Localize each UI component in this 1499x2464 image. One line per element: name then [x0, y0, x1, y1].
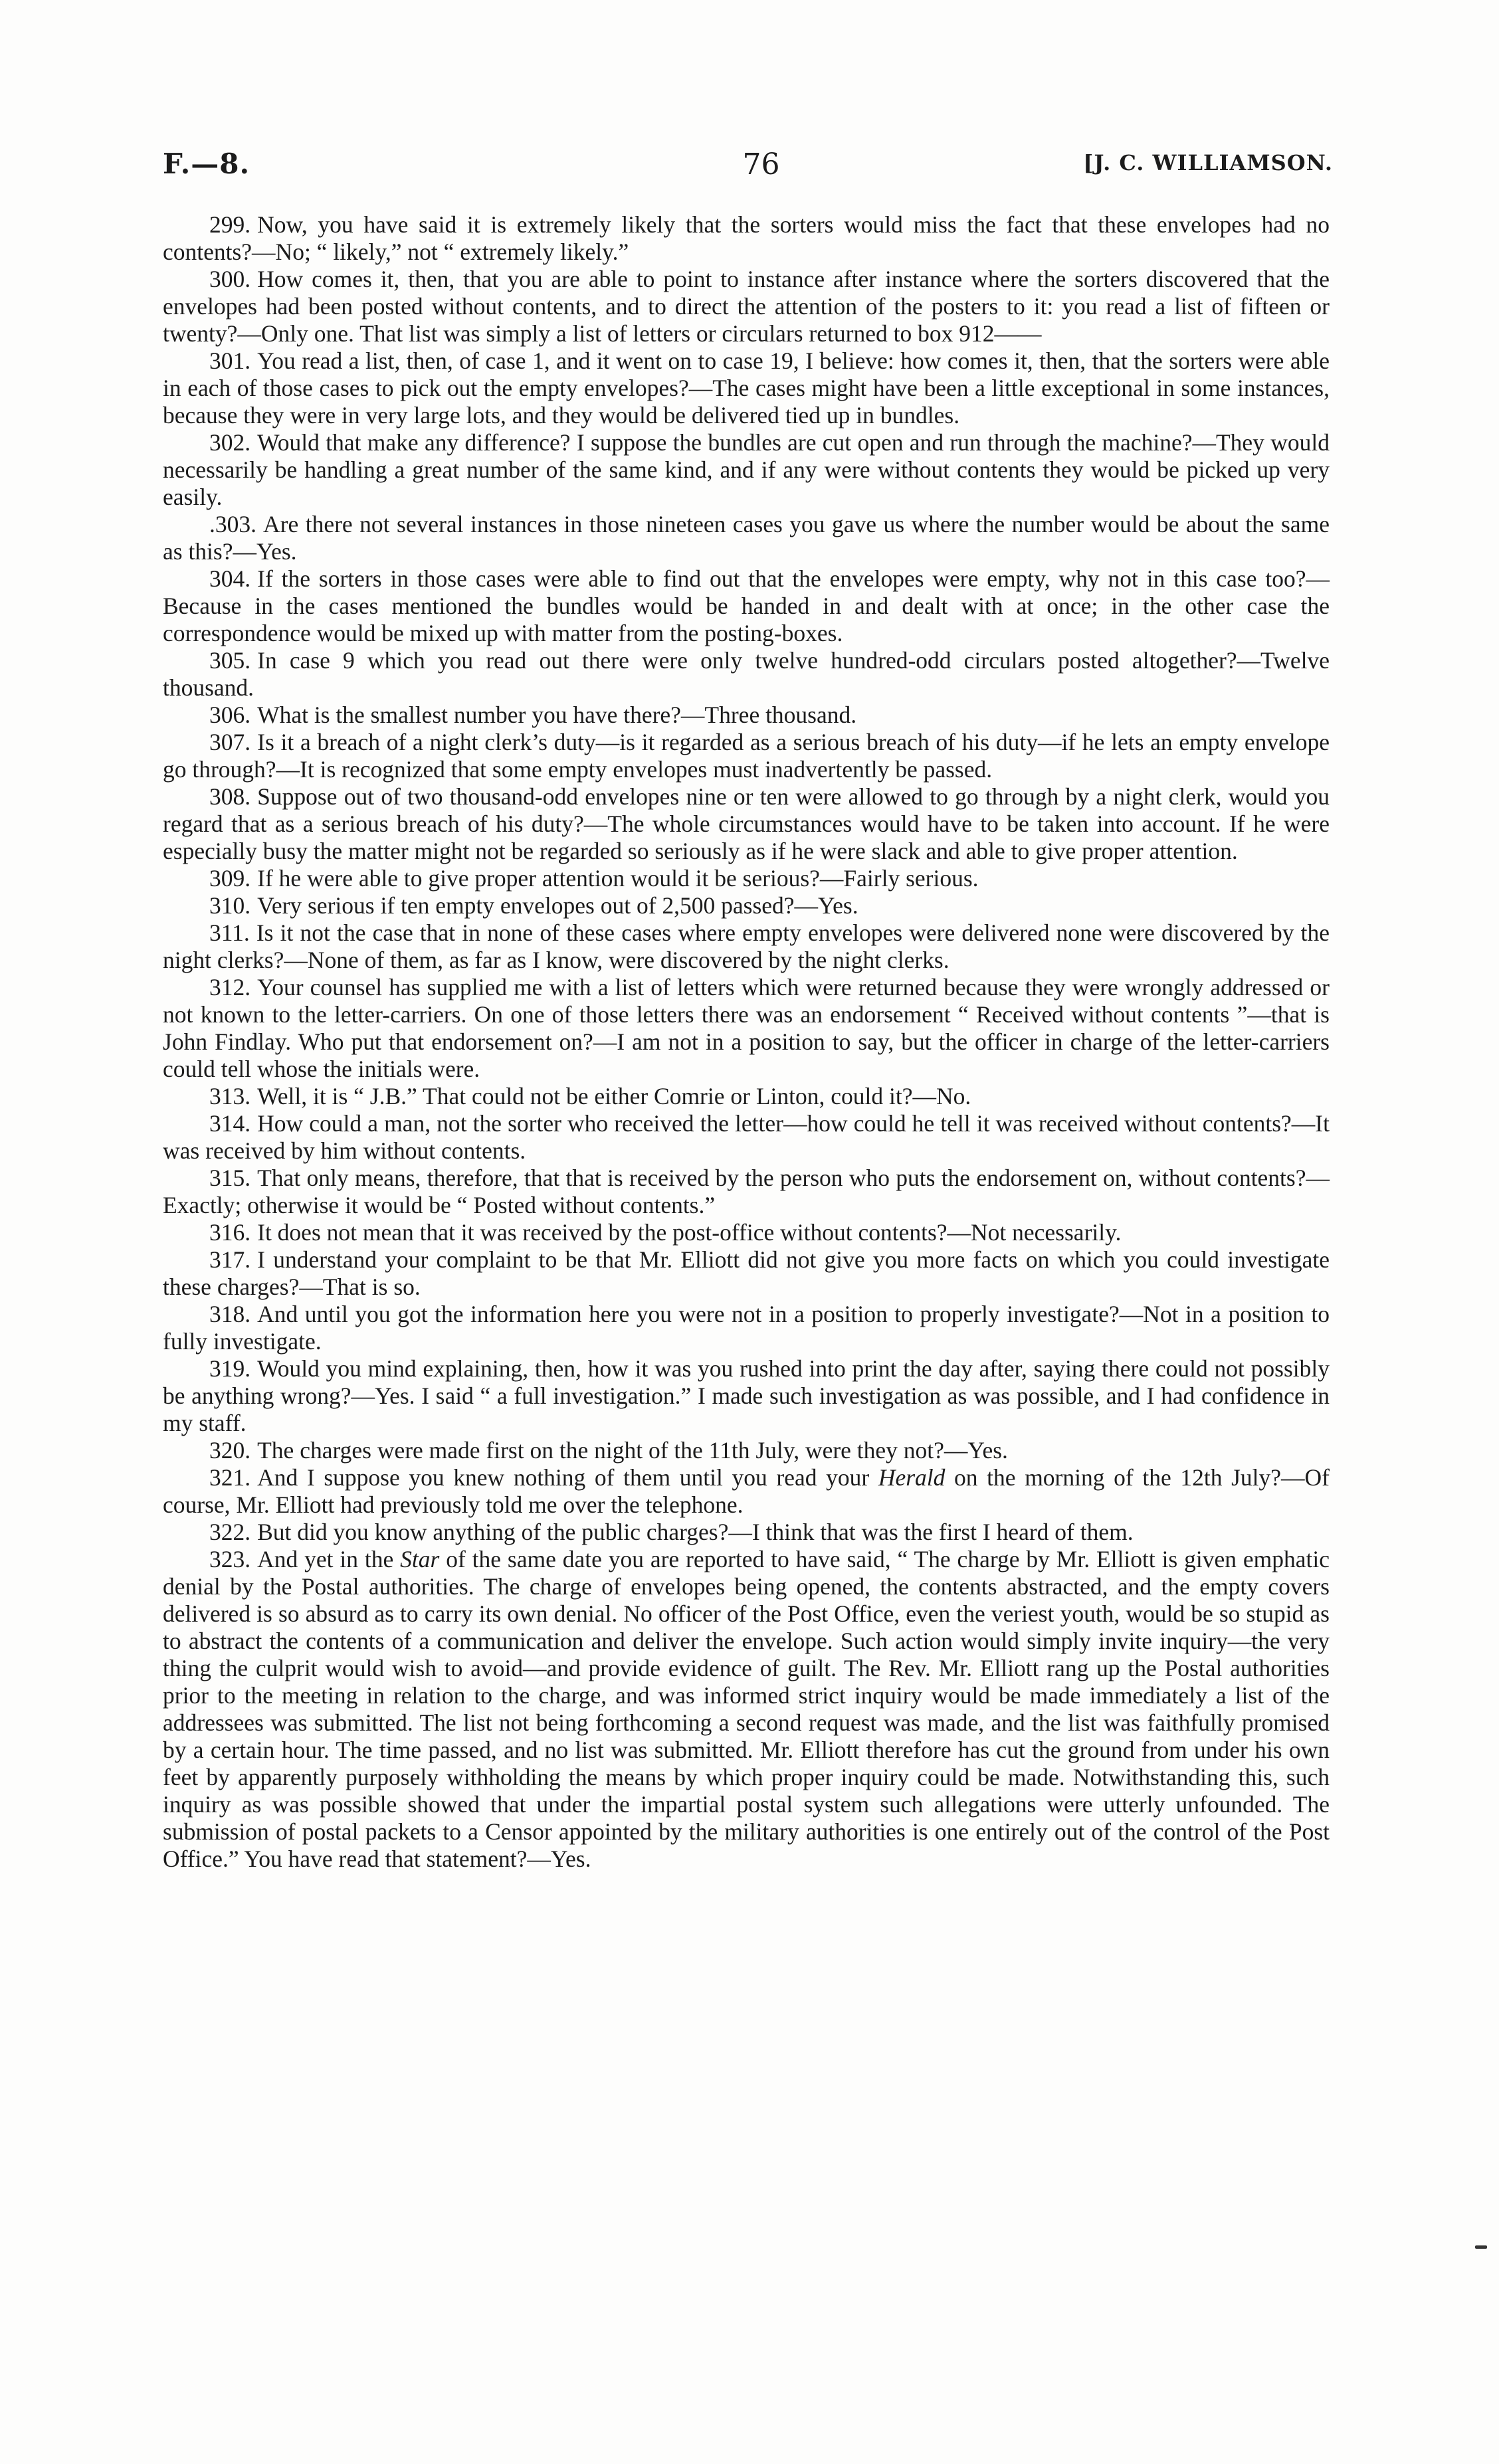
testimony-paragraph: [163, 1301, 1330, 1355]
testimony-paragraph: [163, 429, 1330, 511]
paragraph-text: Are there not several instances in those nineteen cases you gave us where the number would be about the same as this?—Yes.: [163, 511, 1330, 565]
paragraph-text: Well, it is “ J.B.” That could not be either Comrie or Linton, could it?—No.: [257, 1083, 971, 1109]
question-number: 305.: [209, 647, 251, 674]
question-number: 317.: [209, 1246, 251, 1273]
question-number: 323.: [209, 1546, 251, 1572]
question-number: 301.: [209, 347, 251, 374]
question-number: 322.: [209, 1519, 251, 1545]
newspaper-title-star: Star: [400, 1546, 440, 1572]
paragraph-text: Would you mind explaining, then, how it was you rushed into print the day after, saying there could not possibly be anything wrong?—Yes. I said “ a full investigation.” I made such investigation as was possible, and I had confidence in my staff.: [163, 1355, 1330, 1436]
question-number: 300.: [209, 266, 251, 292]
testimony-paragraph: [163, 1355, 1330, 1437]
testimony-paragraph: [163, 1165, 1330, 1219]
testimony-paragraph: [163, 1437, 1330, 1464]
question-number: 319.: [209, 1355, 251, 1382]
paragraph-text: Suppose out of two thousand-odd envelopes nine or ten were allowed to go through by a night clerk, would you regard that as a serious breach of his duty?—The whole circumstances would have to be taken into account. If he were especially busy the matter might not be regarded so seriously as if he were slack and able to give proper attention.: [163, 783, 1330, 864]
paragraph-text: Very serious if ten empty envelopes out of 2,500 passed?—Yes.: [257, 892, 858, 919]
question-number: .303.: [209, 511, 256, 537]
paragraph-text: It does not mean that it was received by the post-office without contents?—Not necessarily.: [257, 1219, 1122, 1246]
testimony-paragraph: [163, 729, 1330, 783]
testimony-paragraph: [163, 702, 1330, 729]
question-number: 315.: [209, 1165, 251, 1191]
paragraph-text: If he were able to give proper attention would it be serious?—Fairly serious.: [257, 865, 979, 892]
question-number: 321.: [209, 1464, 251, 1491]
newspaper-title-herald: Herald: [878, 1464, 946, 1491]
witness-name: [J. C. WILLIAMSON.: [1083, 150, 1333, 175]
paragraph-text: I understand your complaint to be that Mr. Elliott did not give you more facts on which you could investigate these charges?—That is so.: [163, 1246, 1330, 1300]
testimony-paragraph: [163, 347, 1330, 429]
paragraph-text: And until you got the information here you were not in a position to properly investigate?—Not in a position to fully investigate.: [163, 1301, 1330, 1355]
paragraph-text: Your counsel has supplied me with a list of letters which were returned because they were wrongly addressed or not known to the letter-carriers. On one of those letters there was an endorsement “ Received without contents ”—that is John Findlay. Who put that endorsement on?—I am not in a position to say, but the officer in charge of the letter-carriers could tell whose the initials were.: [163, 974, 1330, 1082]
testimony-paragraph: [163, 647, 1330, 702]
testimony-paragraph: [163, 974, 1330, 1083]
paragraph-text: Is it not the case that in none of these cases where empty envelopes were delivered none were discovered by the night clerks?—None of them, as far as I know, were discovered by the night clerks.: [163, 919, 1330, 973]
paragraph-text: The charges were made first on the night of the 11th July, were they not?—Yes.: [257, 1437, 1008, 1464]
question-number: 302.: [209, 429, 251, 456]
question-number: 318.: [209, 1301, 251, 1327]
paragraph-text-end: of the same date you are reported to have said, “ The charge by Mr. Elliott is given emphatic denial by the Postal authorities. The charge of envelopes being opened, the contents abstracted, and the empty covers delivered is so absurd as to carry its own denial. No officer of the Post Office, even the veriest youth, would be so stupid as to abstract the contents of a communication and deliver the envelope. Such action would simply invite inquiry—the very thing the culprit would wish to avoid—and provide evidence of guilt. The Rev. Mr. Elliott rang up the Postal authorities prior to the meeting in relation to the charge, and was informed strict inquiry would be made immediately a list of the addressees was submitted. The list not being forthcoming a second request was made, and the list was faithfully promised by a certain hour. The time passed, and no list was submitted. Mr. Elliott therefore has cut the ground from under his own feet by apparently purposely withholding the means by which proper inquiry could be made. Notwithstanding this, such inquiry as was possible showed that under the impartial postal system such allegations were utterly unfounded. The submission of postal packets to a Censor appointed by the military authorities is one entirely out of the control of the Post Office.” You have read that statement?—Yes.: [163, 1546, 1330, 1872]
paragraph-text: Now, you have said it is extremely likely that the sorters would miss the fact that these envelopes had no contents?—No; “ likely,” not “ extremely likely.”: [163, 211, 1330, 265]
question-number: 313.: [209, 1083, 251, 1109]
paragraph-text: In case 9 which you read out there were only twelve hundred-odd circulars posted altogether?—Twelve thousand.: [163, 647, 1330, 701]
paragraph-text: What is the smallest number you have there?—Three thousand.: [257, 702, 857, 728]
testimony-paragraph: [163, 892, 1330, 919]
testimony-paragraph: [163, 783, 1330, 865]
page-header: [163, 147, 1333, 187]
paragraph-text: Is it a breach of a night clerk’s duty—is it regarded as a serious breach of his duty—if he lets an empty envelope go through?—It is recognized that some empty envelopes must inadvertently be passed.: [163, 729, 1330, 783]
testimony-paragraph: [163, 565, 1330, 647]
testimony-paragraph: [163, 1083, 1330, 1110]
paragraph-text: That only means, therefore, that that is received by the person who puts the endorsement on, without contents?—Exactly; otherwise it would be “ Posted without contents.”: [163, 1165, 1330, 1218]
testimony-paragraph: [163, 1464, 1330, 1519]
testimony-body: [163, 211, 1330, 1873]
page-number: 76: [742, 147, 780, 181]
testimony-paragraph: [163, 511, 1330, 565]
testimony-paragraph: [163, 1110, 1330, 1165]
paragraph-text: How could a man, not the sorter who received the letter—how could he tell it was received without contents?—It was received by him without contents.: [163, 1110, 1330, 1164]
paragraph-text: But did you know anything of the public charges?—I think that was the first I heard of them.: [257, 1519, 1134, 1545]
question-number: 306.: [209, 702, 251, 728]
paper-reference: F.—8.: [163, 147, 250, 180]
testimony-paragraph: [163, 211, 1330, 266]
question-number: 320.: [209, 1437, 251, 1464]
testimony-paragraph: [163, 1219, 1330, 1246]
question-number: 299.: [209, 211, 251, 238]
question-number: 310.: [209, 892, 251, 919]
testimony-paragraph: [163, 1546, 1330, 1873]
paragraph-text: How comes it, then, that you are able to point to instance after instance where the sorters discovered that the envelopes had been posted without contents, and to direct the attention of the posters to it: you read a list of fifteen or twenty?—Only one. That list was simply a list of letters or circulars returned to box 912——: [163, 266, 1330, 347]
paragraph-text-start: And I suppose you knew nothing of them until you read your: [257, 1464, 878, 1491]
testimony-paragraph: [163, 1519, 1330, 1546]
question-number: 314.: [209, 1110, 251, 1137]
testimony-paragraph: [163, 1246, 1330, 1301]
question-number: 304.: [209, 565, 251, 592]
question-number: 309.: [209, 865, 251, 892]
question-number: 311.: [209, 919, 250, 946]
testimony-paragraph: [163, 865, 1330, 892]
scan-artifact-mark: [1475, 2245, 1487, 2249]
paragraph-text: Would that make any difference? I suppose the bundles are cut open and run through the machine?—They would necessarily be handling a great number of the same kind, and if any were without contents they would be picked up very easily.: [163, 429, 1330, 510]
question-number: 312.: [209, 974, 251, 1000]
question-number: 307.: [209, 729, 251, 755]
testimony-paragraph: [163, 266, 1330, 347]
question-number: 308.: [209, 783, 251, 810]
paragraph-text: You read a list, then, of case 1, and it went on to case 19, I believe: how comes it, then, that the sorters were able in each of those cases to pick out the empty envelopes?—The cases might have been a little exceptional in some instances, because they were in very large lots, and they would be delivered tied up in bundles.: [163, 347, 1330, 428]
paragraph-text: If the sorters in those cases were able to find out that the envelopes were empty, why not in this case too?—Because in the cases mentioned the bundles would be handed in and dealt with at once; in the other case the correspondence would be mixed up with matter from the posting-boxes.: [163, 565, 1330, 646]
paragraph-text-start: And yet in the: [257, 1546, 401, 1572]
testimony-paragraph: [163, 919, 1330, 974]
paragraph-text-end: on the morning of the 12th July?—Of course, Mr. Elliott had previously told me over the telephone.: [163, 1464, 1330, 1518]
question-number: 316.: [209, 1219, 251, 1246]
